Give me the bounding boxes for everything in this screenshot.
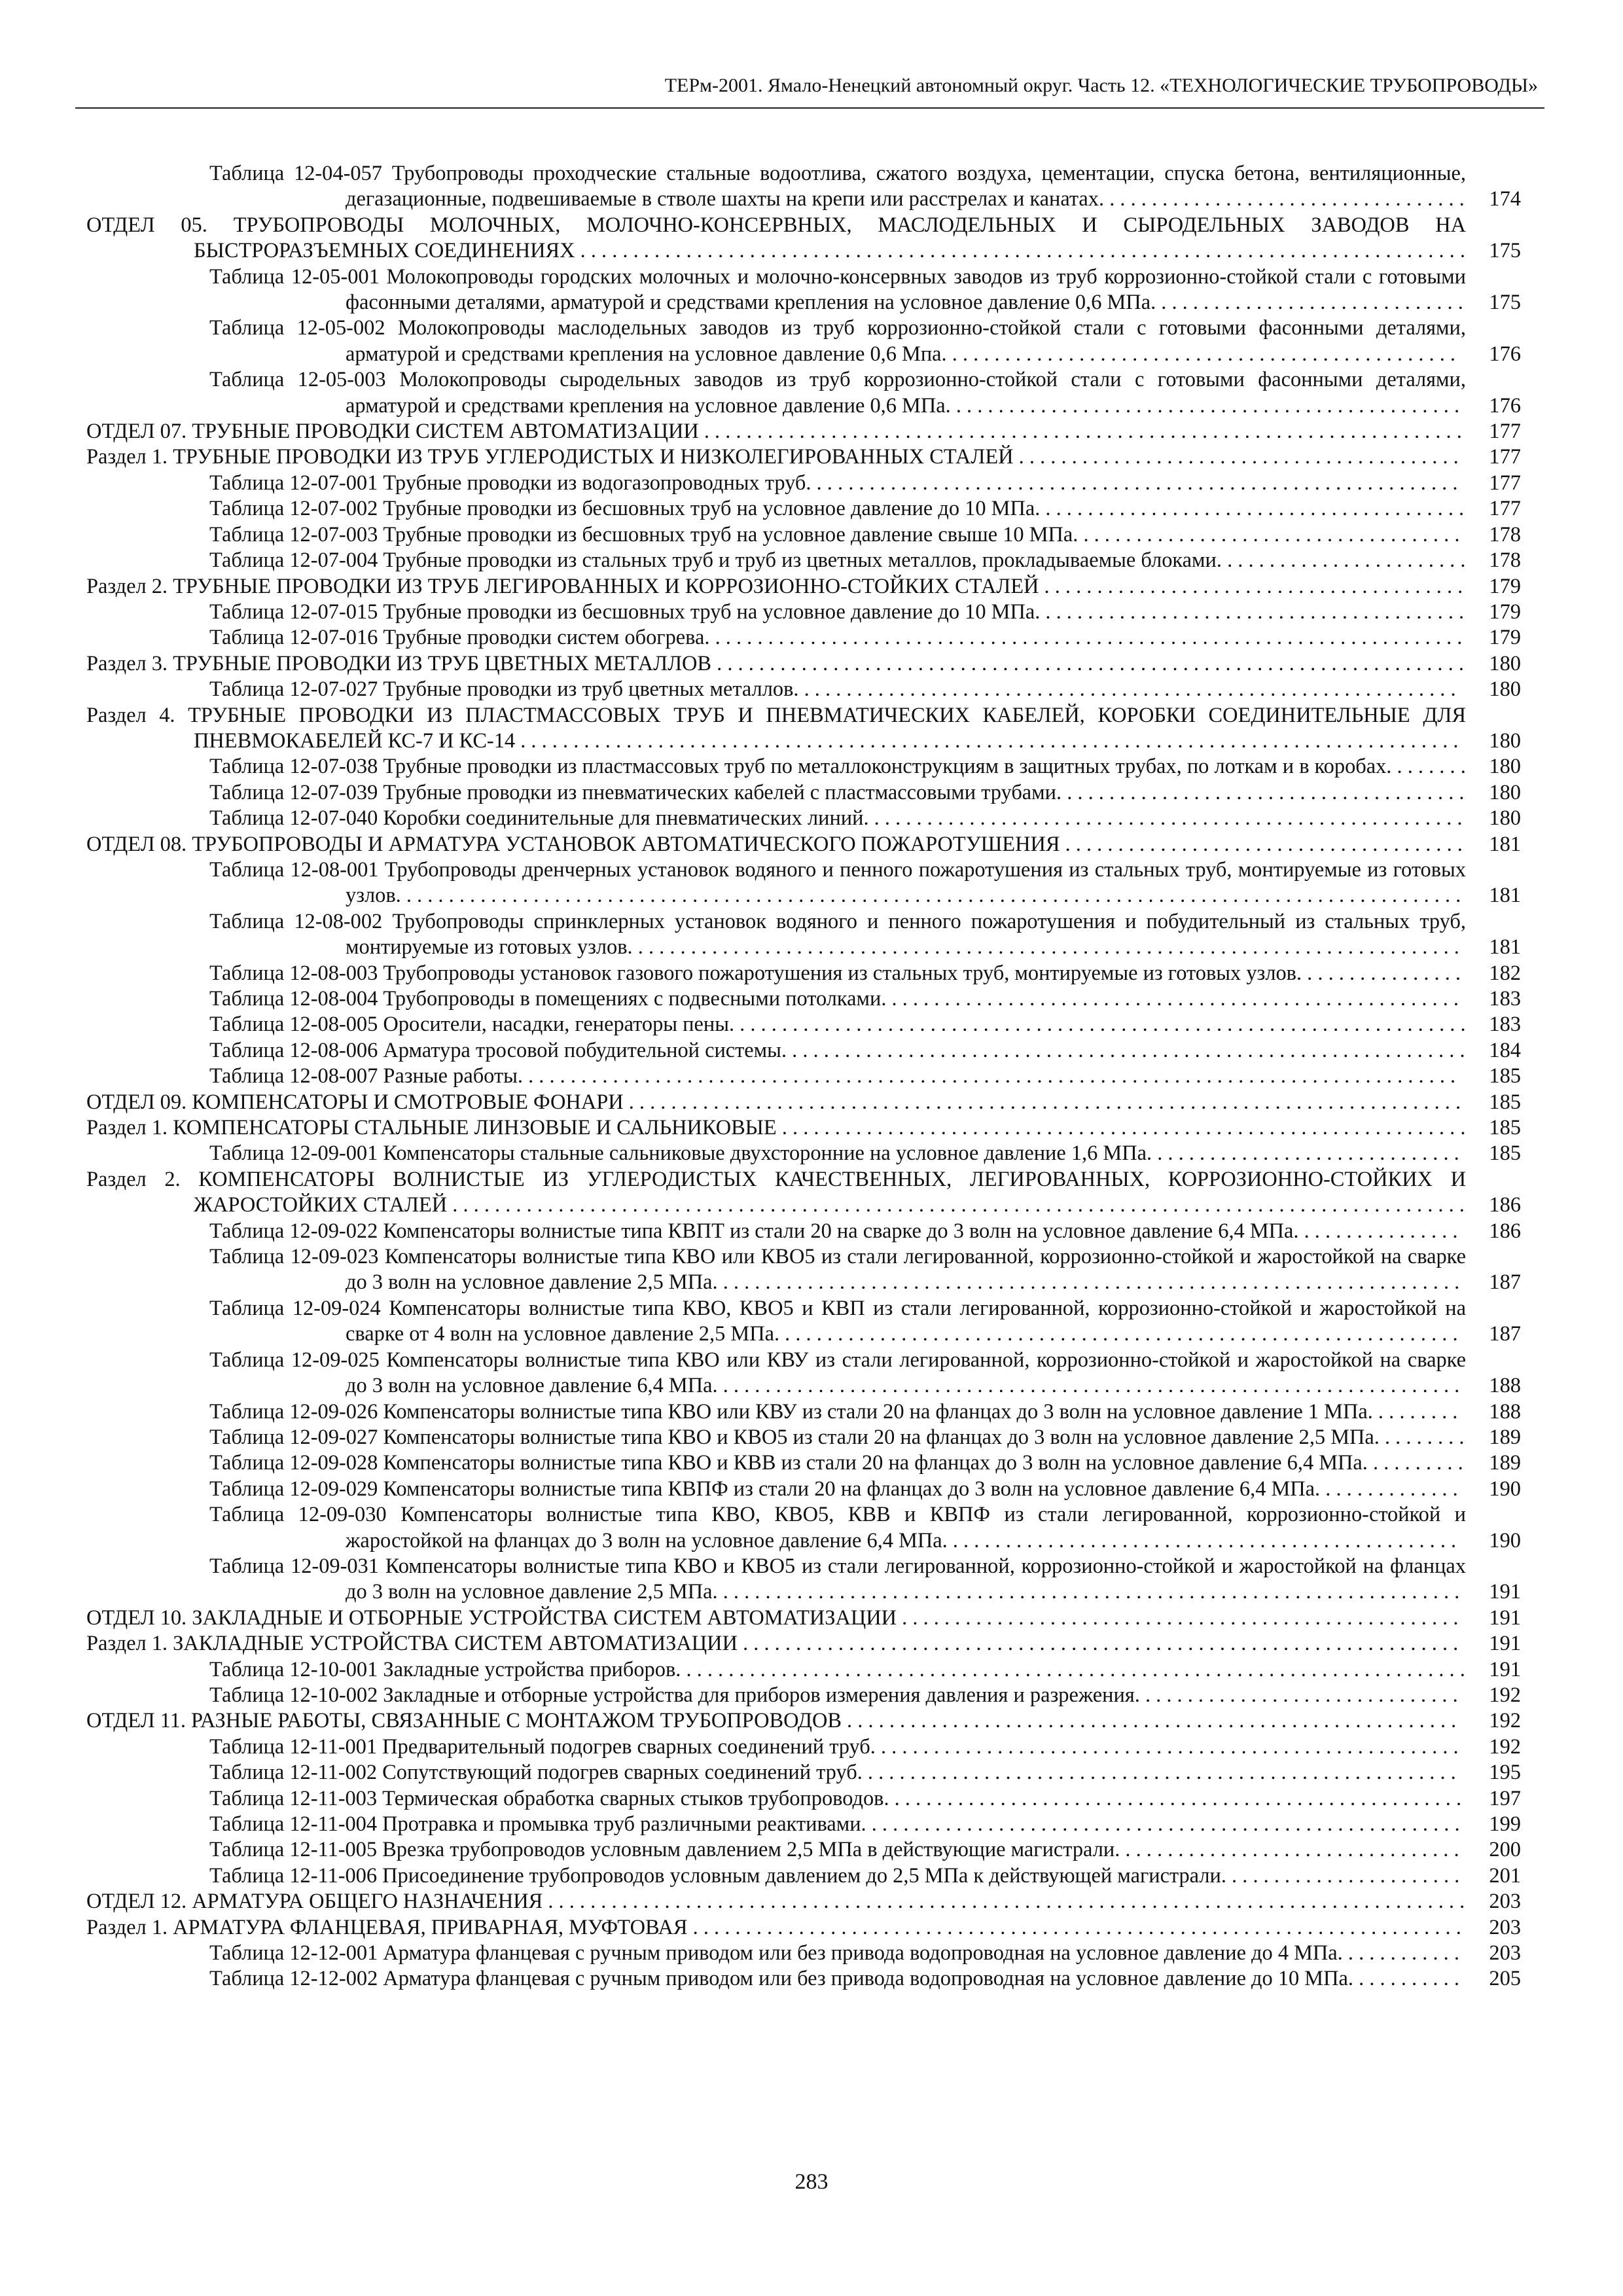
toc-entry-page: 174 (1485, 187, 1521, 212)
toc-entry-page: 187 (1485, 1321, 1521, 1347)
toc-entry-title: Раздел 1. КОМПЕНСАТОРЫ СТАЛЬНЫЕ ЛИНЗОВЫЕ И САЛЬНИКОВЫЕ (86, 1116, 777, 1140)
dot-leader: . . . . . . . . . . (1353, 1967, 1459, 1991)
toc-entry-page: 175 (1485, 238, 1521, 264)
toc-entry-title: Таблица 12-11-004 Протравка и промывка труб различными реактивами. (209, 1812, 866, 1836)
toc-entry-title: ОТДЕЛ 09. КОМПЕНСАТОРЫ И СМОТРОВЫЕ ФОНАРИ (86, 1090, 624, 1114)
toc-entry-title: Таблица 12-12-002 Арматура фланцевая с ручным приводом или без привода водопроводная на условное давление до 10 МПа. (209, 1967, 1353, 1991)
toc-entry-title: Таблица 12-09-026 Компенсаторы волнистые типа КВО или КВУ из стали 20 на фланцах до 3 волн на условное давление 1 МПа. (209, 1399, 1373, 1424)
toc-entry-title: ОТДЕЛ 05. ТРУБОПРОВОДЫ МОЛОЧНЫХ, МОЛОЧНО-КОНСЕРВНЫХ, МАСЛОДЕЛЬНЫХ И СЫРОДЕЛЬНЫХ ЗАВОДОВ НА БЫСТРОРАЗЪЕМНЫХ СОЕДИНЕНИЯХ (86, 213, 1466, 263)
toc-entry-page: 176 (1485, 393, 1521, 419)
toc-entry-page: 190 (1485, 1477, 1521, 1502)
toc-entry-page: 180 (1485, 728, 1521, 754)
toc-entry[interactable] (152, 522, 1521, 548)
toc-entry-title: Таблица 12-09-028 Компенсаторы волнистые типа КВО и КВВ из стали 20 на фланцах до 3 волн на условное давление 6,4 МПа. (209, 1451, 1368, 1475)
toc-entry[interactable] (152, 1219, 1521, 1244)
dot-leader: . . . . . . . . . . . . . . . . . . . . . . . . . . . . . . . . . . . . . . . . . . . . . . . . . . . . . . . . . . . . . . . . . . . . . . . . . . . . . . . . . . . . . . . . . . . . . . . . . . . . (401, 884, 1461, 908)
dot-leader: . . . . . . . . . . . . . . . . . . . . . . . . . . . . . . . . . . (1104, 187, 1465, 211)
dot-leader: . . . . . . . . . . . . . . . . . . . . . . . . . . . . . . . . (1120, 1838, 1459, 1862)
toc-entry-page: 190 (1485, 1528, 1521, 1554)
toc-entry-title: ОТДЕЛ 08. ТРУБОПРОВОДЫ И АРМАТУРА УСТАНОВОК АВТОМАТИЧЕСКОГО ПОЖАРОТУШЕНИЯ (86, 832, 1060, 856)
dot-leader: . . . . . . . . . . . . . . . . . . . . . . . . . . . . . . . . . . . . . . . . . . . . . . . . . . . . . . . . . . . . . . . . . . . . . . . . . . (681, 1657, 1465, 1681)
toc-entry-title: Таблица 12-08-002 Трубопроводы спринклерных установок водяного и пенного пожаротушения и побудительный из стальных труб, монтируемые из готовых узлов. (209, 909, 1466, 960)
toc-entry[interactable] (86, 213, 1521, 264)
toc-entry-page: 177 (1485, 419, 1521, 444)
toc-entry-page: 185 (1485, 1090, 1521, 1115)
toc-entry-title: Таблица 12-08-007 Разные работы. (209, 1064, 523, 1088)
dot-leader: . . . . . . . . . . . . . . . . . . . . . . . . . . . . . . . . . . . . . . . . . . . . . . . . . . . . . . . . . . . . . . . . (787, 1038, 1465, 1062)
dot-leader: . . . . . . . . . . . . . . . . . . . . . . . . . . . . . . . . . . . . . . . . . . . . . . . . . . . . . . . . . . . . . . . . . . . . . . . . . . . . . . . . . . . . . . . . (522, 1064, 1456, 1088)
dot-leader: . . . . . . . . . . . . . . . . . . . . . . . . . . . . . . . . . . . . . . (1060, 832, 1463, 856)
dot-leader: . . . . . . . . . . . . . . . . . . . . . . . . . . . . . . . . . . . . . . . . . . . . . . . . . . . . . . . . . . . . . . . . . . . . . . . (711, 651, 1464, 675)
toc-entry-page: 183 (1485, 986, 1521, 1012)
running-title: ТЕРм-2001. Ямало-Ненецкий автономный округ. Часть 12. «ТЕХНОЛОГИЧЕСКИЕ ТРУБОПРОВОДЫ» (664, 75, 1538, 96)
toc-entry[interactable] (152, 961, 1521, 986)
toc-entry-page: 177 (1485, 496, 1521, 522)
toc-entry-title: Раздел 4. ТРУБНЫЕ ПРОВОДКИ ИЗ ПЛАСТМАССОВЫХ ТРУБ И ПНЕВМАТИЧЕСКИХ КАБЕЛЕЙ, КОРОБКИ СОЕДИНИТЕЛЬНЫЕ ДЛЯ ПНЕВМОКАБЕЛЕЙ КС-7 И КС-14 (86, 703, 1466, 753)
toc-entry-page: 200 (1485, 1837, 1521, 1863)
toc-entry-page: 182 (1485, 961, 1521, 986)
toc-entry-title: Раздел 1. АРМАТУРА ФЛАНЦЕВАЯ, ПРИВАРНАЯ, МУФТОВАЯ (86, 1915, 688, 1939)
toc-entry-title: Таблица 12-05-001 Молокопроводы городских молочных и молочно-консервных заводов из труб коррозионно-стойкой стали с готовыми фасонными деталями, арматурой и средствами крепления на условное давление 0,6 МПа. (209, 264, 1466, 315)
running-header (75, 73, 1544, 109)
dot-leader: . . . . . . . . . . . . . . . . . . . . . . . . . . . . . . . . . . . . . . . . . . . . . . . . . . . . . . . . . . (841, 1709, 1457, 1733)
toc-entry-page: 187 (1485, 1270, 1521, 1295)
dot-leader: . . . . . . . . . . . . . . . . . . . . . . . . . . . . . . . . . . . . . . . . . . (1013, 445, 1459, 469)
toc-entry-page: 179 (1485, 600, 1521, 625)
toc-entry[interactable] (86, 419, 1521, 444)
toc-entry[interactable] (152, 1244, 1521, 1296)
toc-entry-title: Таблица 12-07-001 Трубные проводки из водогазопроводных труб. (209, 471, 812, 495)
toc-entry-page: 184 (1485, 1038, 1521, 1064)
toc-entry-title: Таблица 12-09-022 Компенсаторы волнистые типа КВПТ из стали 20 на сварке до 3 волн на условное давление 6,4 МПа. (209, 1219, 1299, 1243)
toc-entry-page: 191 (1485, 1631, 1521, 1657)
dot-leader: . . . . . . . . . . . . . . . . . . . . . . . . . . . . . . . . . . . . . . . . . . . . . . . . . . . . . . (886, 987, 1459, 1011)
toc-entry[interactable] (86, 1631, 1521, 1657)
toc-entry-title: ОТДЕЛ 11. РАЗНЫЕ РАБОТЫ, СВЯЗАННЫЕ С МОНТАЖОМ ТРУБОПРОВОДОВ (86, 1709, 842, 1733)
toc-entry-title: Таблица 12-09-025 Компенсаторы волнистые типа КВО или КВУ из стали легированной, коррозионно-стойкой и жаростойкой на сварке до 3 волн на условное давление 6,4 МПа. (209, 1348, 1466, 1398)
dot-leader: . . . . . . . . . . . . . . . . . . . . . . . . . . . . . . (1139, 1683, 1458, 1707)
toc-entry-title: Таблица 12-11-005 Врезка трубопроводов условным давлением 2,5 МПа в действующие магистрали. (209, 1838, 1120, 1862)
dot-leader: . . . . . . . . . . . . . . . . . . . . . . . . . . . . . . . . . . . . . . . . . . . . . . . . . . . . . . . . . . . . . . . . . . . . . . . . . . . . . . . . . . . . . . . . . . . . . . . . (447, 1193, 1465, 1217)
toc-entry[interactable] (152, 1657, 1521, 1683)
toc-entry-title: Таблица 12-09-030 Компенсаторы волнистые типа КВО, КВО5, КВВ и КВПФ из стали легированной, коррозионно-стойкой и жаростойкой на фланцах до 3 волн на условное давление 6,4 МПа. (209, 1503, 1466, 1552)
dot-leader: . . . . . . . . . . . . . . . . . . . . . . . . . . . . . . . . . . . . . . . . . . . . . . . . . . . . . . . . . . . . . (811, 471, 1458, 495)
dot-leader: . . . . . . . (1391, 755, 1466, 779)
toc-entry-page: 180 (1485, 780, 1521, 806)
toc-entry-title: Таблица 12-12-001 Арматура фланцевая с ручным приводом или без привода водопроводная на условное давление до 4 МПа. (209, 1941, 1343, 1965)
toc-entry[interactable] (152, 1683, 1521, 1708)
toc-entry-title: Таблица 12-08-005 Оросители, насадки, генераторы пены. (209, 1013, 735, 1037)
toc-entry[interactable] (152, 1012, 1521, 1037)
toc-entry-title: Таблица 12-09-029 Компенсаторы волнистые типа КВПФ из стали 20 на фланцах до 3 волн на условное давление 6,4 МПа. (209, 1477, 1321, 1501)
toc-entry[interactable] (86, 574, 1521, 600)
toc-entry[interactable] (152, 754, 1521, 780)
toc-entry-title: Таблица 12-09-031 Компенсаторы волнистые типа КВО и КВО5 из стали легированной, коррозионно-стойкой и жаростойкой на фланцах до 3 волн на условное давление 2,5 МПа. (209, 1554, 1466, 1604)
toc-entry-title: Таблица 12-07-039 Трубные проводки из пневматических кабелей с пластмассовыми трубами. (209, 780, 1062, 804)
toc-entry-title: Раздел 1. ТРУБНЫЕ ПРОВОДКИ ИЗ ТРУБ УГЛЕРОДИСТЫХ И НИЗКОЛЕГИРОВАННЫХ СТАЛЕЙ (86, 445, 1014, 469)
dot-leader: . . . . . . . . . . . . . . . . . . . . . . . . . . . . . . . . . . . . . . . . . . . . . . . . (950, 393, 1460, 418)
toc-entry-title: Таблица 12-08-003 Трубопроводы установок газового пожаротушения из стальных труб, монтируемые из готовых узлов. (209, 961, 1302, 985)
dot-leader: . . . . . . . . . . . . . . . . . . . . . . . . . . . . . . . . . . . . . . . . (1040, 600, 1465, 624)
dot-leader: . . . . . . . . . . . . . . . . . . . . . . . . . . . . . . . . . . . . . . . . . . . . . . . . . . . . . . . . . . . . . . (798, 677, 1456, 702)
toc-entry-title: ОТДЕЛ 07. ТРУБНЫЕ ПРОВОДКИ СИСТЕМ АВТОМАТИЗАЦИИ (86, 420, 699, 444)
dot-leader: . . . . . . . . . . . . . . . . . . . . . . . . . . . . . . . . . . . . . . . . . . . . . . . . . . . . . . . . (862, 1761, 1456, 1785)
dot-leader: . . . . . . . . . . . . . . . . . . . . . . . (1221, 548, 1466, 573)
toc-entry[interactable] (152, 1966, 1521, 1992)
toc-entry[interactable] (152, 1141, 1521, 1166)
toc-entry-page: 199 (1485, 1812, 1521, 1837)
dot-leader: . . . . . . . . . . . (1342, 1941, 1459, 1965)
toc-entry-page: 201 (1485, 1863, 1521, 1889)
toc-entry-title: Таблица 12-07-038 Трубные проводки из пластмассовых труб по металлоконструкциям в защитных трубах, по лоткам и в коробах. (209, 755, 1392, 779)
toc-entry-page: 183 (1485, 1012, 1521, 1037)
toc-entry-page: 178 (1485, 548, 1521, 573)
page-number: 283 (794, 2170, 829, 2194)
dot-leader: . . . . . . . . . . . . . . . . . . . . . . . . . . . . . . . . . . . . . . . . . . . . . . . . . . . . . . . . . . . . . . . . . . . . . . . . . . . . . . (632, 935, 1459, 960)
dot-leader: . . . . . . . . . . . . . . . (1298, 1219, 1458, 1243)
toc-entry-page: 191 (1485, 1657, 1521, 1683)
toc-entry-title: ОТДЕЛ 12. АРМАТУРА ОБЩЕГО НАЗНАЧЕНИЯ (86, 1890, 543, 1914)
toc-entry[interactable] (152, 1554, 1521, 1605)
toc-entry-title: Таблица 12-08-001 Трубопроводы дренчерных установок водяного и пенного пожаротушения из стальных труб, монтируемые из готовых узлов. (209, 857, 1466, 908)
toc-entry-title: Таблица 12-05-002 Молокопроводы маслодельных заводов из труб коррозионно-стойкой стали с готовыми фасонными деталями, арматурой и средствами крепления на условное давление 0,6 Мпа. (209, 316, 1466, 366)
toc-entry-title: Таблица 12-09-024 Компенсаторы волнистые типа КВО, КВО5 и КВП из стали легированной, коррозионно-стойкой и жаростойкой на сварке от 4 волн на условное давление 2,5 МПа. (209, 1296, 1466, 1346)
toc-entry[interactable] (152, 1450, 1521, 1476)
toc-entry[interactable] (152, 1786, 1521, 1812)
toc-entry-title: Таблица 12-07-002 Трубные проводки из бесшовных труб на условное давление до 10 МПа. (209, 497, 1041, 521)
dot-leader: . . . . . . . . . . . . . (1320, 1477, 1458, 1501)
toc-entry-title: Таблица 12-10-001 Закладные устройства приборов. (209, 1657, 681, 1681)
toc-entry-page: 191 (1485, 1579, 1521, 1605)
toc-entry[interactable] (152, 1502, 1521, 1554)
toc-entry-title: Таблица 12-07-004 Трубные проводки из стальных труб и труб из цветных металлов, прокладываемые блоками. (209, 548, 1222, 573)
dot-leader: . . . . . . . . . (1367, 1451, 1463, 1475)
toc-entry-page: 192 (1485, 1708, 1521, 1734)
dot-leader: . . . . . . . . . . . . . . . . . . . . . . . . . . . . . (1152, 1141, 1459, 1166)
toc-entry-page: 188 (1485, 1373, 1521, 1399)
dot-leader: . . . . . . . . . . . . . . . . . . . . . . . . . . . . . . . . . . . . . . . . . . . . . . . . . . . . . (897, 1605, 1459, 1630)
toc-entry[interactable] (152, 1760, 1521, 1785)
toc-entry-page: 186 (1485, 1219, 1521, 1244)
dot-leader: . . . . . . . . . . . . . . . . . . . . . . . . . . . . . . . . . . . . . . . . . . . . . . . . . . . . . . . . . . . . . . . . . . . . . (734, 1013, 1466, 1037)
toc-entry[interactable] (152, 1064, 1521, 1089)
toc-entry-title: Таблица 12-11-003 Термическая обработка сварных стыков трубопроводов. (209, 1786, 889, 1810)
toc-entry[interactable] (152, 1425, 1521, 1450)
dot-leader: . . . . . . . . . . . . . . . . . . . . . . (1226, 1863, 1460, 1888)
toc-entry[interactable] (152, 625, 1521, 651)
toc-entry[interactable] (152, 1837, 1521, 1863)
toc-entry[interactable] (152, 315, 1521, 367)
dot-leader: . . . . . . . . . . . . . . . . . . . . . . . . . . . . . . . . . . . . . . . . . . . . . . . . (946, 342, 1456, 366)
dot-leader: . . . . . . . . . . . . . . . . . . . . . . . . . . . . . . . . . . . . . . . . . . . . . . . . . . . . . . . . (868, 806, 1463, 831)
toc-entry[interactable] (86, 1167, 1521, 1219)
toc-entry[interactable] (152, 1477, 1521, 1502)
dot-leader: . . . . . . . . . . . . . . . . . . . . . . . . . . . . . . . . . . . . . . . . . . . . . . . . . . . . . . . . . . . . . . . . . . . . . . . . . . . . . . . . . . . . (575, 239, 1465, 263)
toc-entry-title: ОТДЕЛ 10. ЗАКЛАДНЫЕ И ОТБОРНЫЕ УСТРОЙСТВА СИСТЕМ АВТОМАТИЗАЦИИ (86, 1605, 897, 1630)
toc-entry-page: 203 (1485, 1915, 1521, 1941)
dot-leader: . . . . . . . . . . . . . . . . . . . . . . . . . . . . . . . . . . . . . . . . . . . . . . . . . . . . . . . . . . . . . . . . . . . . . . (717, 1374, 1460, 1398)
toc-entry-page: 180 (1485, 677, 1521, 702)
toc-entry-title: Раздел 3. ТРУБНЫЕ ПРОВОДКИ ИЗ ТРУБ ЦВЕТНЫХ МЕТАЛЛОВ (86, 651, 712, 675)
toc-entry-page: 191 (1485, 1605, 1521, 1631)
toc-entry[interactable] (152, 1348, 1521, 1399)
toc-entry-page: 188 (1485, 1399, 1521, 1425)
toc-entry-page: 176 (1485, 342, 1521, 367)
toc-entry-page: 185 (1485, 1115, 1521, 1141)
toc-entry[interactable] (86, 651, 1521, 677)
toc-entry[interactable] (152, 1399, 1521, 1425)
dot-leader: . . . . . . . . . . . . . . . . . . . . . . . . . . . . . . . . . . . . . . . . . . . . . . . . . . . . . . . . . . . . . . . . . . . . . . . . . . . . . . . (623, 1090, 1461, 1114)
toc-entry-page: 178 (1485, 522, 1521, 548)
toc-entry-title: Таблица 12-07-040 Коробки соединительные для пневматических линий. (209, 806, 869, 831)
dot-leader: . . . . . . . . . . . . . . . . . . . . . . . . . . . . . . . . . . . . . . . . . . . . . . . . . . . . . . (889, 1786, 1462, 1810)
toc-entry[interactable] (152, 780, 1521, 806)
toc-entry-title: Таблица 12-09-001 Компенсаторы стальные сальниковые двухсторонние на условное давление 1,6 МПа. (209, 1141, 1152, 1166)
toc-entry-title: Таблица 12-09-023 Компенсаторы волнистые типа КВО или КВО5 из стали легированной, коррозионно-стойкой и жаростойкой на сварке до 3 волн на условное давление 2,5 МПа. (209, 1245, 1466, 1295)
toc-entry-page: 180 (1485, 754, 1521, 780)
toc-entry[interactable] (152, 857, 1521, 909)
toc-entry-title: Таблица 12-05-003 Молокопроводы сыродельных заводов из труб коррозионно-стойкой стали с готовыми фасонными деталями, арматурой и средствами крепления на условное давление 0,6 МПа. (209, 368, 1466, 418)
toc-entry-page: 180 (1485, 651, 1521, 677)
toc-entry-page: 192 (1485, 1734, 1521, 1760)
toc-entry-page: 189 (1485, 1450, 1521, 1476)
dot-leader: . . . . . . . . . . . . . . . . . . . . . . . . . . . . . (1156, 291, 1463, 315)
toc-entry-title: Таблица 12-10-002 Закладные и отборные устройства для приборов измерения давления и разрежения. (209, 1683, 1140, 1707)
toc-entry[interactable] (86, 703, 1521, 755)
toc-entry-title: Таблица 12-11-006 Присоединение трубопроводов условным давлением до 2,5 МПа к действующей магистрали. (209, 1863, 1226, 1888)
toc-entry[interactable] (86, 1915, 1521, 1941)
toc-entry[interactable] (86, 1889, 1521, 1914)
toc-entry[interactable] (152, 1863, 1521, 1889)
toc-entry-title: Таблица 12-09-027 Компенсаторы волнистые типа КВО и КВО5 из стали 20 на фланцах до 3 волн на условное давление 2,5 МПа. (209, 1425, 1380, 1449)
dot-leader: . . . . . . . . . . . . . . . . . . . . . . . . . . . . . . . . . . . . . . . . . . . . . . . . . . . . . . . . . . . . . . . . . . . . . . (717, 1270, 1460, 1295)
toc-entry[interactable] (86, 1605, 1521, 1631)
toc-entry-page: 180 (1485, 806, 1521, 831)
toc-entry-title: Таблица 12-04-057 Трубопроводы проходческие стальные водоотлива, сжатого воздуха, цементации, спуска бетона, вентиляционные, дегазационные, подвешиваемые в стволе шахты на крепи или расстрелах и канатах. (209, 162, 1466, 211)
toc-entry[interactable] (152, 1296, 1521, 1348)
dot-leader: . . . . . . . . . . . . . . . . . . . . . . . . . . . . . . . . . . . . . . . . . . . . . . . . . . . . . . . . . . . . . . . . . . . . . . . . (698, 420, 1462, 444)
toc-entry-title: Таблица 12-11-002 Сопутствующий подогрев сварных соединений труб. (209, 1761, 863, 1785)
toc-entry[interactable] (152, 909, 1521, 961)
toc-entry-title: Таблица 12-07-003 Трубные проводки из бесшовных труб на условное давление свыше 10 МПа. (209, 522, 1079, 547)
toc-entry-title: Таблица 12-11-001 Предварительный подогрев сварных соединений труб. (209, 1734, 876, 1759)
dot-leader: . . . . . . . . . . . . . . . . . . . . . . . . . . . . . . . . . . . . (1078, 522, 1460, 547)
toc-entry[interactable] (86, 1090, 1521, 1115)
dot-leader: . . . . . . . . . . . . . . . . . . . . . . . . . . . . . . . . . . . . . . . . . . . . . . . . . . . . . . . . . . . . . . . . . . . . (737, 1632, 1459, 1656)
dot-leader: . . . . . . . . (1372, 1399, 1458, 1424)
dot-leader: . . . . . . . . . . . . . . . . . . . . . . . . . . . . . . . . . . . . . . . . . . . . . . . . . . . . . . . . . . . . . . . . . (776, 1116, 1466, 1140)
dot-leader: . . . . . . . . . . . . . . . . . . . . . . . . . . . . . . . . . . . . . . (1061, 780, 1465, 804)
toc-entry-page: 192 (1485, 1683, 1521, 1708)
toc-entry[interactable] (152, 986, 1521, 1012)
toc-entry[interactable] (152, 264, 1521, 316)
dot-leader: . . . . . . . . . . . . . . . . . . . . . . . . . . . . . . . . . . . . . . . . . . . . . . . . . . . . . . . . . . . . . . . . . . . . . . . . . (687, 1915, 1461, 1939)
toc-entry-page: 179 (1485, 574, 1521, 600)
dot-leader: . . . . . . . . . . . . . . . . . . . . . . . . . . . . . . . . . . . . . . . . . . . . . . . . . . . . . . . . (866, 1812, 1460, 1836)
toc-entry-page: 203 (1485, 1941, 1521, 1966)
table-of-contents (86, 161, 1521, 1992)
toc-entry[interactable] (152, 677, 1521, 702)
toc-entry-page: 175 (1485, 290, 1521, 315)
dot-leader: . . . . . . . . . . . . . . . . . . . . . . . . . . . . . . . . . . . . . . . . . . . . . . . . . . . . . . . . . . . . . . . . . . . . . . . . . . . . . . . . . . . . . . . . . (515, 728, 1459, 753)
toc-entry-title: Таблица 12-08-006 Арматура тросовой побудительной системы. (209, 1038, 787, 1062)
toc-entry-title: Таблица 12-08-004 Трубопроводы в помещениях с подвесными потолками. (209, 987, 887, 1011)
toc-entry-page: 189 (1485, 1425, 1521, 1450)
toc-entry-page: 185 (1485, 1064, 1521, 1089)
toc-entry-page: 177 (1485, 444, 1521, 470)
toc-entry-title: Таблица 12-07-027 Трубные проводки из труб цветных металлов. (209, 677, 799, 702)
toc-entry[interactable] (152, 548, 1521, 573)
toc-entry-page: 203 (1485, 1889, 1521, 1914)
toc-entry[interactable] (152, 1812, 1521, 1837)
toc-entry-page: 181 (1485, 832, 1521, 857)
dot-leader: . . . . . . . . (1379, 1425, 1465, 1449)
dot-leader: . . . . . . . . . . . . . . . . . . . . . . . . . . . . . . . . . . . . . . . . (1040, 497, 1465, 521)
toc-entry-page: 195 (1485, 1760, 1521, 1785)
toc-entry[interactable] (152, 367, 1521, 419)
toc-entry-page: 179 (1485, 625, 1521, 651)
toc-entry[interactable] (86, 1708, 1521, 1734)
toc-entry[interactable] (152, 496, 1521, 522)
toc-entry-page: 205 (1485, 1966, 1521, 1992)
toc-entry-page: 177 (1485, 471, 1521, 496)
toc-entry-title: Раздел 2. ТРУБНЫЕ ПРОВОДКИ ИЗ ТРУБ ЛЕГИРОВАННЫХ И КОРРОЗИОННО-СТОЙКИХ СТАЛЕЙ (86, 574, 1039, 598)
dot-leader: . . . . . . . . . . . . . . . (1302, 961, 1461, 985)
dot-leader: . . . . . . . . . . . . . . . . . . . . . . . . . . . . . . . . . . . . . . . . . . . . . . . . (947, 1528, 1457, 1552)
toc-entry-page: 185 (1485, 1141, 1521, 1166)
toc-entry-page: 197 (1485, 1786, 1521, 1812)
toc-entry-title: Таблица 12-07-015 Трубные проводки из бесшовных труб на условное давление до 10 МПа. (209, 600, 1041, 624)
toc-entry-page: 181 (1485, 935, 1521, 960)
toc-entry[interactable] (86, 444, 1521, 470)
toc-entry[interactable] (86, 1115, 1521, 1141)
dot-leader: . . . . . . . . . . . . . . . . . . . . . . . . . . . . . . . . . . . . . . . . . . . . . . . . . . . . . . . . . . . . . . . . . . . . . . (717, 1580, 1460, 1604)
toc-entry[interactable] (86, 832, 1521, 857)
toc-entry-page: 186 (1485, 1193, 1521, 1218)
dot-leader: . . . . . . . . . . . . . . . . . . . . . . . . . . . . . . . . . . . . . . . . (1039, 574, 1463, 598)
dot-leader: . . . . . . . . . . . . . . . . . . . . . . . . . . . . . . . . . . . . . . . . . . . . . . . . . . . . . . . (875, 1734, 1459, 1759)
toc-entry-title: Таблица 12-07-016 Трубные проводки систем обогрева. (209, 626, 710, 650)
toc-entry[interactable] (152, 1734, 1521, 1760)
toc-entry[interactable] (152, 1941, 1521, 1966)
toc-entry[interactable] (152, 806, 1521, 831)
dot-leader: . . . . . . . . . . . . . . . . . . . . . . . . . . . . . . . . . . . . . . . . . . . . . . . . . . . . . . . . . . . . . . . . (779, 1322, 1458, 1346)
toc-entry-title: Раздел 1. ЗАКЛАДНЫЕ УСТРОЙСТВА СИСТЕМ АВТОМАТИЗАЦИИ (86, 1632, 738, 1656)
toc-entry[interactable] (152, 1038, 1521, 1064)
toc-entry[interactable] (152, 600, 1521, 625)
dot-leader: . . . . . . . . . . . . . . . . . . . . . . . . . . . . . . . . . . . . . . . . . . . . . . . . . . . . . . . . . . . . . . . . . . . . . . . . . . . . . . . . . . . . . . . (543, 1890, 1465, 1914)
toc-entry-title: Раздел 2. КОМПЕНСАТОРЫ ВОЛНИСТЫЕ ИЗ УГЛЕРОДИСТЫХ КАЧЕСТВЕННЫХ, ЛЕГИРОВАННЫХ, КОРРОЗИОННО-СТОЙКИХ И ЖАРОСТОЙКИХ СТАЛЕЙ (86, 1167, 1466, 1217)
toc-entry[interactable] (152, 471, 1521, 496)
toc-entry[interactable] (152, 161, 1521, 213)
dot-leader: . . . . . . . . . . . . . . . . . . . . . . . . . . . . . . . . . . . . . . . . . . . . . . . . . . . . . . . . . . . . . . . . . . . . . . . (709, 626, 1463, 650)
toc-entry-page: 181 (1485, 883, 1521, 908)
